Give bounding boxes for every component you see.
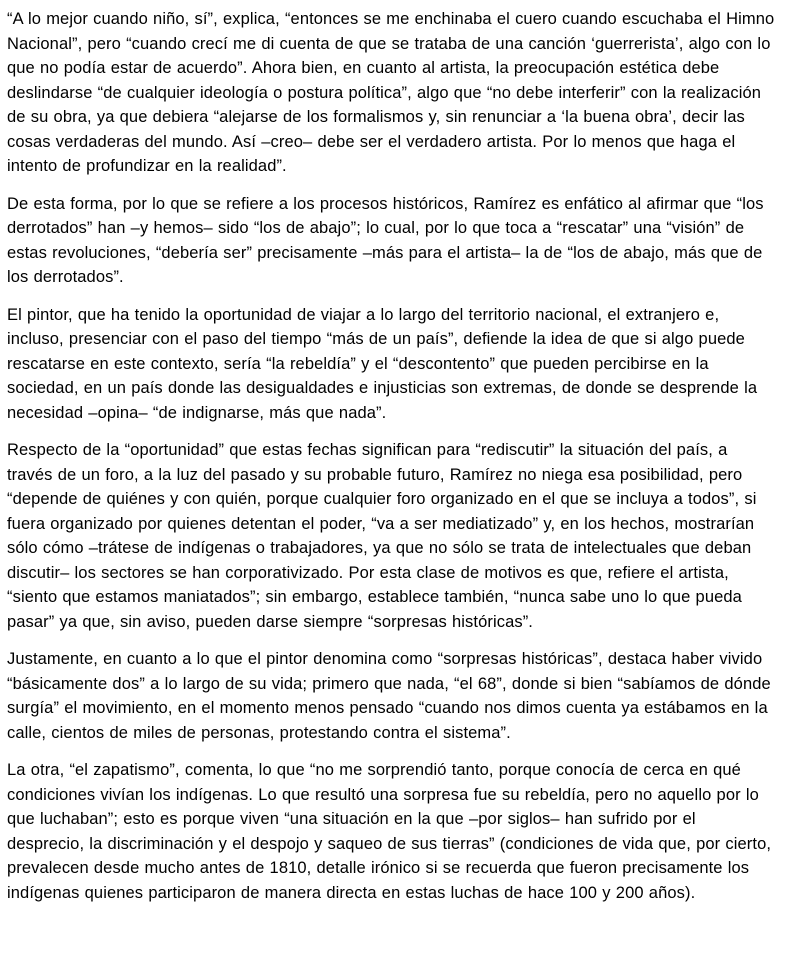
paragraph-procesos-historicos: De esta forma, por lo que se refiere a los procesos históricos, Ramírez es enfático al afirmar que “los derrotados” han –y hemos– sido “los de abajo”; lo cual, por lo que toca a “rescatar” una “visión” de estas revoluciones, “debería ser” precisamente –más para el artista– la de “los de abajo, más que de los derrotados”. [7, 194, 764, 286]
paragraph-sorpresas-historicas: Justamente, en cuanto a lo que el pintor denomina como “sorpresas históricas”, destaca haber vivido “básicamente dos” a lo largo de su vida; primero que nada, “el 68”, donde si bien “sabíamos de dónde surgía” el movimiento, en el momento menos pensado “cuando nos dimos cuenta ya estábamos en la calle, cientos de miles de personas, protestando contra el sistema”. [7, 650, 771, 742]
paragraph-himno-nacional: “A lo mejor cuando niño, sí”, explica, “entonces se me enchinaba el cuero cuando escuchaba el Himno Nacional”, pero “cuando crecí me di cuenta de que se trataba de una canción ‘guerrerista’, algo con lo que no podía estar de acuerdo”. Ahora bien, en cuanto al artista, la preocupación estética debe deslindarse “de cualquier ideología o postura política”, algo que “no debe interferir” con la realización de su obra, ya que debiera “alejarse de los formalismos y, sin renunciar a ‘la buena obra’, decir las cosas verdaderas del mundo. Así –creo– debe ser el verdadero artista. Por lo menos que haga el intento de profundizar en la realidad”. [7, 10, 775, 175]
paragraph-zapatismo: La otra, “el zapatismo”, comenta, lo que “no me sorprendió tanto, porque conocía de cerca en qué condiciones vivían los indígenas. Lo que resultó una sorpresa fue su rebeldía, pero no aquello por lo que luchaban”; esto es porque viven “una situación en la que –por siglos– han sufrido por el desprecio, la discriminación y el despojo y saqueo de sus tierras” (condiciones de vida que, por cierto, prevalecen desde mucho antes de 1810, detalle irónico si se recuerda que fueron precisamente los indígenas quienes participaron de manera directa en estas luchas de hace 100 y 200 años). [7, 761, 772, 902]
paragraph-oportunidad-foro: Respecto de la “oportunidad” que estas fechas significan para “rediscutir” la situación del país, a través de un foro, a la luz del pasado y su probable futuro, Ramírez no niega esa posibilidad, pero “depende de quiénes y con quién, porque cualquier foro organizado en el que se incluya a todos”, si fuera organizado por quienes detentan el poder, “va a ser mediatizado” y, en los hechos, mostrarían sólo cómo –trátese de indígenas o trabajadores, ya que no sólo se trata de intelectuales que deban discutir– los sectores se han corporativizado. Por esta clase de motivos es que, refiere el artista, “siento que estamos maniatados”; sin embargo, establece también, “nunca sabe uno lo que pueda pasar” ya que, sin aviso, pueden darse siempre “sorpresas históricas”. [7, 441, 757, 631]
paragraph-el-pintor: El pintor, que ha tenido la oportunidad de viajar a lo largo del territorio nacional, el extranjero e, incluso, presenciar con el paso del tiempo “más de un país”, defiende la idea de que si algo puede rescatarse en este contexto, sería “la rebeldía” y el “descontento” que pueden percibirse en la sociedad, en un país donde las desigualdades e injusticias son extremas, de donde se desprende la necesidad –opina– “de indignarse, más que nada”. [7, 305, 758, 422]
